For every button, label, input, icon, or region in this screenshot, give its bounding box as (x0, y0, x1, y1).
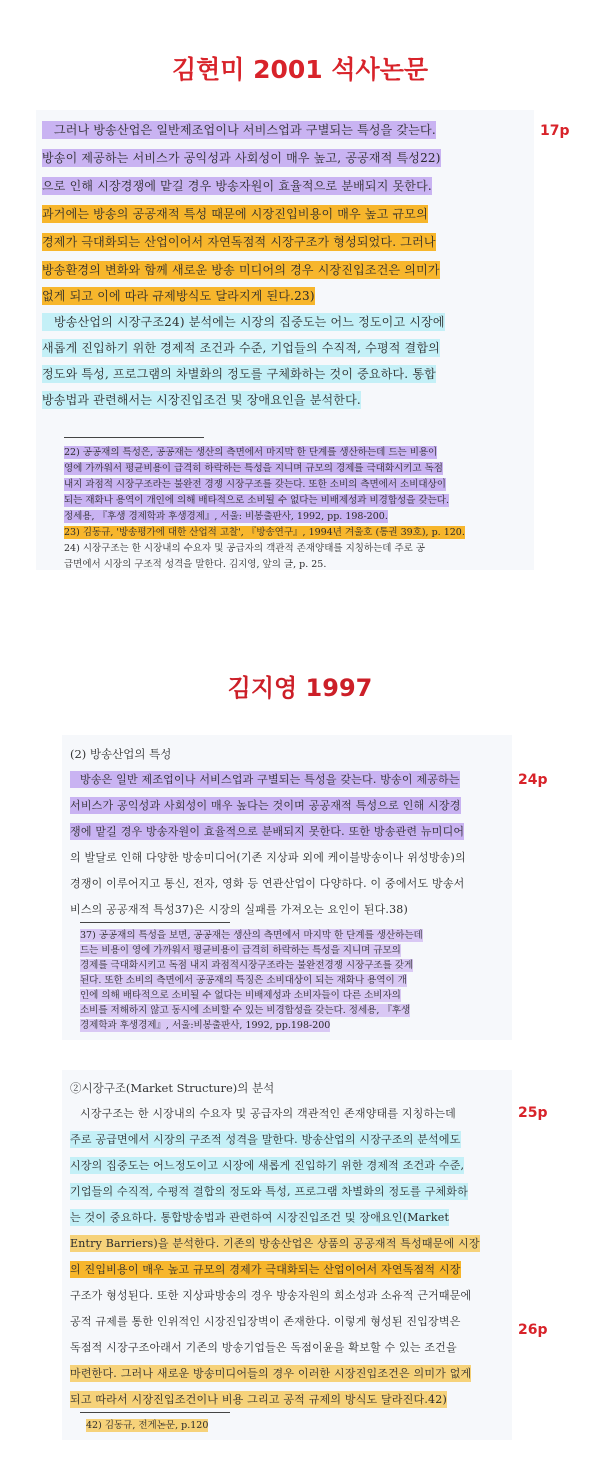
kim2001-line-10: 정도와 특성, 프로그램의 차별화의 정도를 구체화하는 것이 중요하다. 통합 (42, 367, 436, 381)
page-tag-25p: 25p (518, 1105, 548, 1121)
kim2001-line-5: 경제가 극대화되는 산업이어서 자연독점적 시장구조가 형성되었다. 그러나 (42, 235, 436, 249)
kim1997-s1-line-2: 서비스가 공익성과 사회성이 매우 높다는 것이며 공공재적 특성으로 인해 시장경 (70, 799, 461, 812)
kim1997-s2-line-6: Entry Barriers)을 분석한다. 기존의 방송산업은 상품의 공공재적 특성때문에 시장 (70, 1237, 480, 1250)
kim2001-footnote-8: 급면에서 시장의 구조적 성격을 말한다. 김지영, 앞의 글, p. 25. (64, 559, 327, 570)
kim1997-s1-line-5: 경쟁이 이루어지고 통신, 전자, 영화 등 연관산업이 다양하다. 이 중에서도 방송서 (70, 877, 465, 890)
kim1997-s1-footnote-5: 인에 의해 배타적으로 소비될 수 없다는 비배제성과 소비자들이 다른 소비자의 (80, 990, 401, 1001)
kim2001-line-11: 방송법과 관련해서는 시장진입조건 및 장애요인을 분석한다. (42, 393, 361, 407)
page-tag-17p: 17p (540, 123, 570, 139)
kim1997-s2-line-10: 독점적 시장구조아래서 기존의 방송기업들은 독점이윤을 확보할 수 있는 조건을 (70, 1341, 457, 1354)
kim2001-footnote-4: 되는 재화나 용역이 개인에 의해 배타적으로 소비될 수 없다는 비배제성과 비경합성을 갖는다. (64, 495, 449, 506)
kim2001-line-8: 방송산업의 시장구조24) 분석에는 시장의 집중도는 어느 정도이고 시장에 (42, 312, 532, 332)
title-kim-2001: 김현미 2001 석사논문 (171, 55, 429, 84)
kim1997-s2-line-3: 시장의 집중도는 어느정도이고 시장에 새롭게 진입하기 위한 경제적 조건과 수준, (70, 1159, 465, 1172)
kim1997-s1-footnote-2: 드는 비용이 영에 가까워서 평균비용이 급격히 하락하는 특성을 지니며 규모의 (80, 945, 401, 956)
kim2001-footnote-3: 내지 과점적 시장구조라는 불완전 경쟁 시장구조를 갖는다. 또한 소비의 측면에서 소비대상이 (64, 479, 446, 490)
kim1997-s2-line-4: 기업들의 수직적, 수평적 결합의 정도와 특성, 프로그램 차별화의 정도를 구체화하 (70, 1185, 468, 1198)
scan-page-25-26 (62, 1070, 512, 1440)
kim1997-s1-footnote-4: 된다. 또한 소비의 측면에서 공공재의 특징은 소비대상이 되는 재화나 용역이 개 (80, 975, 407, 986)
kim2001-footnote-6: 23) 김동규, '방송평가에 대한 산업적 고찰', 『방송연구』, 1994년 겨울호 (통권 39호), p. 120. (64, 527, 465, 538)
kim1997-section1-title: (2) 방송산업의 특성 (70, 747, 172, 761)
kim1997-s2-line-9: 공적 규제를 통한 인위적인 시장진입장벽이 존재한다. 이렇게 형성된 진입장벽은 (70, 1315, 461, 1328)
title-kim-1997: 김지영 1997 (227, 674, 373, 702)
kim1997-s1-footnote-3: 경제를 극대화시키고 독점 내지 과점적시장구조라는 불완전경쟁 시장구조를 갖게 (80, 960, 414, 971)
kim1997-s2-line-1: 시장구조는 한 시장내의 수요자 및 공급자의 객관적인 존재양태를 지칭하는데 (80, 1107, 457, 1120)
footnote-separator (64, 437, 204, 438)
kim1997-s1-line-3: 쟁에 맡길 경우 방송자원이 효율적으로 분배되지 못한다. 또한 방송관련 뉴미디어 (70, 825, 465, 838)
kim2001-line-1: 그러나 방송산업은 일반제조업이나 서비스업과 구별되는 특성을 갖는다. (42, 120, 532, 140)
kim2001-footnote-1: 22) 공공재의 특성은, 공공재는 생산의 측면에서 마지막 한 단계를 생산하는데 드는 비용이 (64, 447, 438, 458)
kim2001-footnote-2: 영에 가까워서 평균비용이 급격히 하락하는 특성을 지니며 규모의 경제를 극대화시키고 독점 (64, 463, 443, 474)
kim1997-s2-line-8: 구조가 형성된다. 또한 지상파방송의 경우 방송자원의 희소성과 소유적 근거때문에 (70, 1289, 472, 1302)
kim1997-s2-line-7: 의 진입비용이 매우 높고 규모의 경제가 극대화되는 산업이어서 자연독점적 시장 (70, 1263, 461, 1276)
kim1997-s2-footnote: 42) 김동규, 전게논문, p.120 (86, 1420, 209, 1431)
kim1997-s2-line-5: 는 것이 중요하다. 통합방송법과 관련하여 시장진입조건 및 장애요인(Market (70, 1211, 450, 1224)
page-tag-24p: 24p (518, 772, 548, 788)
kim2001-line-7: 없게 되고 이에 따라 규제방식도 달라지게 된다.23) (42, 289, 315, 303)
footnote-separator-1997-b (80, 1412, 230, 1413)
kim1997-s1-line-6: 비스의 공공재적 특성37)은 시장의 실패를 가져오는 요인이 된다.38) (70, 903, 408, 916)
kim1997-s1-footnote-1: 37) 공공재의 특성을 보면, 공공재는 생산의 측면에서 마지막 한 단계를 생산하는데 (80, 930, 423, 941)
kim1997-s2-line-11: 마련한다. 그러나 새로운 방송미디어들의 경우 이러한 시장진입조건은 의미가 없게 (70, 1367, 472, 1380)
kim2001-footnote-7: 24) 시장구조는 한 시장내의 수요자 및 공급자의 객관적 존재양태를 지칭하는데 주로 공 (64, 543, 426, 554)
kim2001-line-4: 과거에는 방송의 공공재적 특성 때문에 시장진입비용이 매우 높고 규모의 (42, 207, 428, 221)
kim2001-line-9: 새롭게 진입하기 위한 경제적 조건과 수준, 기업들의 수직적, 수평적 결합의 (42, 341, 440, 355)
kim1997-s2-line-12: 되고 따라서 시장진입조건이나 비용 그리고 공적 규제의 방식도 달라진다.42) (70, 1393, 447, 1406)
kim2001-line-6: 방송환경의 변화와 함께 새로운 방송 미디어의 경우 시장진입조건은 의미가 (42, 263, 440, 277)
footnote-separator-1997-a (80, 922, 230, 923)
kim2001-line-2: 방송이 제공하는 서비스가 공익성과 사회성이 매우 높고, 공공재적 특성22) (42, 151, 441, 165)
kim2001-line-3: 으로 인해 시장경쟁에 맡길 경우 방송자원이 효율적으로 분배되지 못한다. (42, 179, 432, 193)
kim1997-s1-line-4: 의 발달로 인해 다양한 방송미디어(기존 지상파 외에 케이블방송이나 위성방송)의 (70, 851, 466, 864)
kim1997-section2-title: ②시장구조(Market Structure)의 분석 (70, 1081, 275, 1095)
kim1997-s1-footnote-6: 소비를 저해하지 않고 동시에 소비할 수 있는 비경합성을 갖는다. 정세용, 『후생 (80, 1005, 411, 1016)
kim2001-footnote-5: 정세용, 『후생 경제학과 후생경제』, 서울: 비봉출판사, 1992, pp. 198-200. (64, 511, 388, 522)
kim1997-s1-line-1: 방송은 일반 제조업이나 서비스업과 구별되는 특성을 갖는다. 방송이 제공하는 (70, 770, 510, 790)
kim1997-s1-footnote-7: 경제학과 후생경제』, 서울:비봉출판사, 1992, pp.198-200 (80, 1020, 331, 1031)
page-tag-26p: 26p (518, 1322, 548, 1338)
kim1997-s2-line-2: 주로 공급면에서 시장의 구조적 성격을 말한다. 방송산업의 시장구조의 분석에도 (70, 1133, 461, 1146)
